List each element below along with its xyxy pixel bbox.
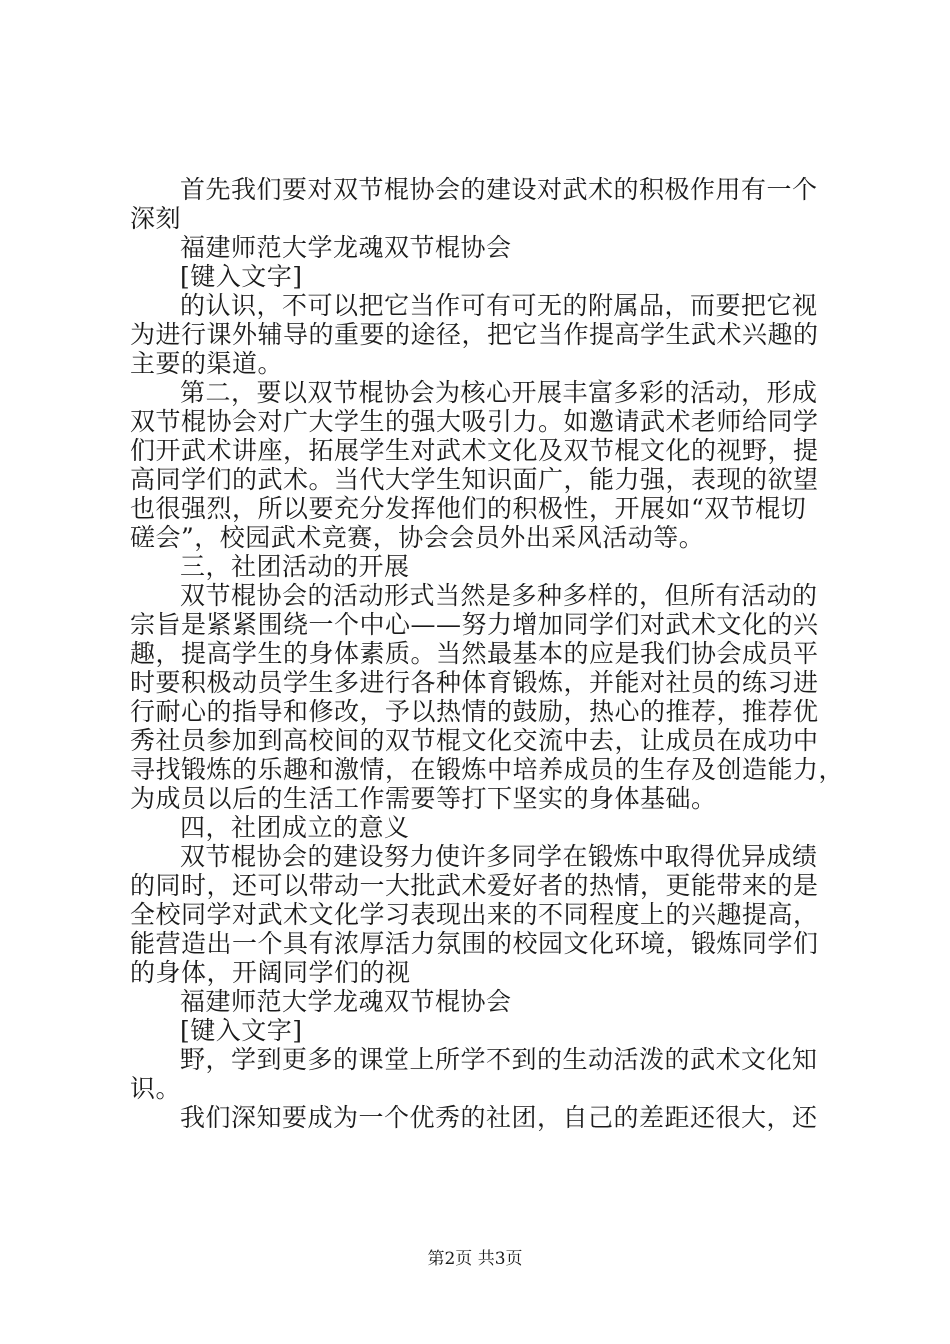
document-body	[130, 175, 845, 1132]
text-line: 寻找锻炼的乐趣和激情，在锻炼中培养成员的生存及创造能力，	[130, 755, 845, 784]
text-line: 双节棍协会对广大学生的强大吸引力。如邀请武术老师给同学	[130, 407, 819, 436]
text-line: [键入文字]	[180, 262, 303, 291]
text-line: [键入文字]	[180, 1016, 303, 1045]
text-line: 福建师范大学龙魂双节棍协会	[180, 987, 512, 1016]
text-line: 主要的渠道。	[130, 349, 284, 378]
text-line: 能营造出一个具有浓厚活力氛围的校园文化环境，锻炼同学们	[130, 929, 819, 958]
text-line: 首先我们要对双节棍协会的建设对武术的积极作用有一个	[180, 175, 818, 204]
text-line: 野，学到更多的课堂上所学不到的生动活泼的武术文化知	[180, 1045, 818, 1074]
text-line: 识。	[130, 1074, 182, 1103]
text-line: 们开武术讲座，拓展学生对武术文化及双节棍文化的视野，提	[130, 436, 819, 465]
text-line: 也很强烈，所以要充分发挥他们的积极性，开展如“双节棍切	[130, 494, 807, 523]
text-line: 福建师范大学龙魂双节棍协会	[180, 233, 512, 262]
text-line: 我们深知要成为一个优秀的社团，自己的差距还很大，还	[180, 1103, 818, 1132]
text-line: 全校同学对武术文化学习表现出来的不同程度上的兴趣提高，	[130, 900, 819, 929]
text-line: 时要积极动员学生多进行各种体育锻炼，并能对社员的练习进	[130, 668, 819, 697]
text-line: 的身体，开阔同学们的视	[130, 958, 411, 987]
text-line: 磋会”，校园武术竞赛，协会会员外出采风活动等。	[130, 523, 705, 552]
text-line: 为成员以后的生活工作需要等打下坚实的身体基础。	[130, 784, 717, 813]
text-line: 趣，提高学生的身体素质。当然最基本的应是我们协会成员平	[130, 639, 819, 668]
text-line: 的同时，还可以带动一大批武术爱好者的热情，更能带来的是	[130, 871, 819, 900]
text-line: 宗旨是紧紧围绕一个中心——努力增加同学们对武术文化的兴	[130, 610, 819, 639]
text-line: 深刻	[130, 204, 182, 233]
text-line: 为进行课外辅导的重要的途径，把它当作提高学生武术兴趣的	[130, 320, 819, 349]
text-line: 第二，要以双节棍协会为核心开展丰富多彩的活动，形成	[180, 378, 818, 407]
text-line: 双节棍协会的活动形式当然是多种多样的，但所有活动的	[180, 581, 818, 610]
text-line: 秀社员参加到高校间的双节棍文化交流中去，让成员在成功中	[130, 726, 819, 755]
text-line: 的认识，不可以把它当作可有可无的附属品，而要把它视	[180, 291, 818, 320]
text-line: 双节棍协会的建设努力使许多同学在锻炼中取得优异成绩	[180, 842, 818, 871]
text-line: 三，社团活动的开展	[180, 552, 410, 581]
text-line: 高同学们的武术。当代大学生知识面广，能力强，表现的欲望	[130, 465, 819, 494]
text-line: 行耐心的指导和修改，予以热情的鼓励，热心的推荐，推荐优	[130, 697, 819, 726]
text-line: 四，社团成立的意义	[180, 813, 410, 842]
page-footer: 第2页 共3页	[427, 1249, 523, 1269]
